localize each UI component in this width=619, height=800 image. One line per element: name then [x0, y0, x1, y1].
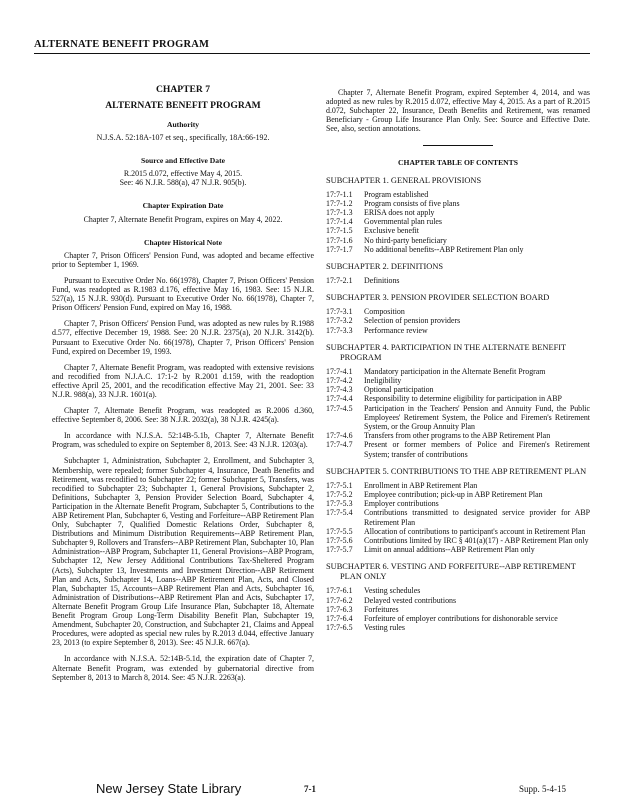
section-title: Exclusive benefit	[364, 226, 419, 236]
section-title: No additional benefits--ABP Retirement Plan only	[364, 244, 524, 254]
toc-entry	[326, 385, 590, 394]
section-divider	[423, 145, 493, 146]
toc-entry	[326, 605, 590, 614]
section-title: Forfeiture of employer contributions for dishonorable service	[364, 614, 558, 624]
section-title: No third-party beneficiary	[364, 235, 447, 245]
toc-entry	[326, 614, 590, 623]
toc-entry	[326, 545, 590, 554]
subchapter-heading: SUBCHAPTER 6. VESTING AND FORFEITURE--ABP RETIREMENT PLAN ONLY	[326, 562, 576, 582]
section-title: Program consists of five plans	[364, 198, 460, 208]
toc-entry	[326, 440, 590, 458]
toc-entry	[326, 499, 590, 508]
page-number: 7-1	[304, 784, 316, 794]
section-title: Contributions limited by IRC § 401(a)(17) - ABP Retirement Plan only	[364, 536, 589, 546]
section-number: 17:7-1.1	[326, 189, 353, 199]
section-title: Optional participation	[364, 385, 434, 395]
history-paragraph: Chapter 7, Alternate Benefit Program, was readopted as R.2006 d.360, effective September 8, 2006. See: 38 N.J.R. 2032(a), 38 N.J.R. 4245(a).	[52, 406, 314, 425]
toc-entry	[326, 236, 590, 245]
history-paragraph: Chapter 7, Alternate Benefit Program, was readopted with extensive revisions and recodified from N.J.A.C. 17:1-2 by R.2001 d.159, with the readoption effective April 25, 2001, and the recodification effective May 21, 2001. See: 33 N.J.R. 988(a), 33 N.J.R. 1601(a).	[52, 362, 314, 399]
section-title: Participation in the Teachers' Pension and Annuity Fund, the Public Employees' Retirement System, the Police and Firemen's Retirement System, or the Group Annuity Plan	[364, 403, 590, 432]
history-paragraph: In accordance with N.J.S.A. 52:14B-5.1d, the expiration date of Chapter 7, Alternate Benefit Program, was extended by gubernatorial directive from September 8, 2013 to March 8, 2014. See: 45 N.J.R. 2263(a).	[52, 654, 314, 682]
authority-text: N.J.S.A. 52:18A-107 et seq., specifically, 18A:66-192.	[96, 133, 270, 143]
toc-entry	[326, 326, 590, 335]
section-title: Vesting schedules	[364, 586, 421, 596]
source-line-2: See: 46 N.J.R. 588(a), 47 N.J.R. 905(b).	[119, 178, 247, 188]
section-number: 17:7-6.2	[326, 595, 353, 605]
section-title: Enrollment in ABP Retirement Plan	[364, 480, 478, 490]
section-title: Delayed vested contributions	[364, 595, 457, 605]
section-number: 17:7-4.5	[326, 403, 353, 413]
expiration-text: Chapter 7, Alternate Benefit Program, expires on May 4, 2022.	[83, 214, 283, 224]
section-title: Forfeitures	[364, 604, 399, 614]
toc-entry	[326, 367, 590, 376]
section-number: 17:7-6.3	[326, 604, 353, 614]
section-title: Present or former members of Police and Firemen's Retirement System; transfer of contributions	[364, 440, 590, 459]
right-column	[326, 84, 590, 632]
subchapter-heading: SUBCHAPTER 1. GENERAL PROVISIONS	[326, 175, 482, 185]
section-title: Allocation of contributions to participant's account in Retirement Plan	[364, 526, 586, 536]
history-paragraph: Chapter 7, Prison Officers' Pension Fund, was adopted as new rules by R.1988 d.577, effective December 19, 1988. See: 20 N.J.R. 2375(a), 20 N.J.R. 3142(b). Pursuant to Executive Order No. 66(1978), Chapter 7, Prison Officers' Pension Fund, expired on December 19, 1993.	[52, 319, 314, 356]
section-title: Responsibility to determine eligibility for participation in ABP	[364, 394, 562, 404]
toc-entry	[326, 226, 590, 235]
toc-entry	[326, 586, 590, 595]
section-number: 17:7-5.6	[326, 536, 353, 546]
header-rule	[34, 53, 590, 54]
section-number: 17:7-5.3	[326, 499, 353, 509]
authority-heading: Authority	[166, 120, 200, 129]
toc-entry	[326, 508, 590, 526]
left-column	[52, 84, 314, 689]
running-head: ALTERNATE BENEFIT PROGRAM	[34, 39, 210, 50]
section-number: 17:7-3.3	[326, 325, 353, 335]
section-number: 17:7-5.2	[326, 490, 353, 500]
section-number: 17:7-4.4	[326, 394, 353, 404]
section-number: 17:7-1.3	[326, 207, 353, 217]
section-title: Employer contributions	[364, 499, 439, 509]
history-paragraph: Subchapter 1, Administration, Subchapter 2, Enrollment, and Subchapter 3, Membership, were repealed; former Subchapter 4, Insurance, Death Benefits and Retirement, was recodified to Subchapter 22; former Subchapter 5, Transfers, was recodified to Subchapter 23; Subchapter 1, General Provisions, Subchapter 2, Definitions, Subchapter 3, Pension Provider Selection Board, Subchapter 4, Participation in the Alternate Benefit Program, Subchapter 5, Contributions to the ABP Retirement Plan, Subchapter 6, Vesting and Forfeiture--ABP Retirement Plan Only, Subchapter 7, Qualified Domestic Relations Order, Subchapter 8, Distributions and Minimum Distribution Requirements--ABP Retirement Plan, Subchapter 9, Rollovers and Transfers--ABP Retirement Plan, Subchapter 10, Plan Administration--ABP Program, Subchapter 11, General Provisions--ABP Program, Subchapter 12, New Jersey Additional Contributions Tax-Sheltered Program (Acts), Subchapter 13, Investments and Investment Direction--ABP Retirement Plan and Acts, Subchapter 14, Loans--ABP Retirement Plan, Acts, and Closed Plan, Subchapter 15, Accounts--ABP Retirement Plan and Acts, Subchapter 16, Administration of Distributions--ABP Retirement Plan and Acts, Subchapter 17, Alternate Benefit Program Group Life Insurance Plan, Subchapter 18, Alternate Benefit Program Group Long-Term Disability Benefit Plan, Subchapter 19, Amendment, Subchapter 20, Construction, and Subchapter 21, Claims and Appeal Procedures, were adopted as special new rules by R.2013 d.044, effective January 23, 2013 (to expire September 8, 2013). See: 45 N.J.R. 667(a).	[52, 456, 314, 648]
history-paragraph: Chapter 7, Prison Officers' Pension Fund, was adopted and became effective prior to September 1, 1969.	[52, 250, 314, 269]
section-title: Performance review	[364, 325, 428, 335]
section-title: Program established	[364, 189, 429, 199]
toc-title: CHAPTER TABLE OF CONTENTS	[398, 158, 518, 168]
section-number: 17:7-3.1	[326, 307, 353, 317]
section-number: 17:7-1.7	[326, 244, 353, 254]
subchapter-heading: SUBCHAPTER 5. CONTRIBUTIONS TO THE ABP RETIREMENT PLAN	[326, 466, 587, 476]
toc-entry	[326, 307, 590, 316]
chapter-title: ALTERNATE BENEFIT PROGRAM	[105, 100, 261, 111]
toc-entry	[326, 596, 590, 605]
history-heading: Chapter Historical Note	[144, 237, 222, 247]
section-title: Contributions transmitted to designated service provider for ABP Retirement Plan	[364, 508, 590, 527]
subchapter-heading: SUBCHAPTER 3. PENSION PROVIDER SELECTION BOARD	[326, 293, 550, 303]
toc-entry	[326, 394, 590, 403]
chapter-number: CHAPTER 7	[155, 84, 211, 95]
source-line-1: R.2015 d.072, effective May 4, 2015.	[123, 169, 243, 179]
section-number: 17:7-4.6	[326, 431, 353, 441]
historical-note	[52, 251, 314, 682]
section-title: Limit on annual additions--ABP Retirement Plan only	[364, 545, 535, 555]
toc-entry	[326, 316, 590, 325]
section-title: Selection of pension providers	[364, 316, 461, 326]
section-title: Composition	[364, 307, 405, 317]
section-number: 17:7-2.1	[326, 275, 353, 285]
section-title: Transfers from other programs to the ABP Retirement Plan	[364, 431, 551, 441]
section-number: 17:7-5.1	[326, 480, 353, 490]
section-title: Vesting rules	[364, 623, 405, 633]
section-number: 17:7-1.2	[326, 198, 353, 208]
toc-entry	[326, 404, 590, 432]
section-title: Mandatory participation in the Alternate Benefit Program	[364, 366, 546, 376]
toc-entry	[326, 199, 590, 208]
toc-entry	[326, 245, 590, 254]
subchapter-heading: SUBCHAPTER 2. DEFINITIONS	[326, 261, 444, 271]
section-number: 17:7-4.1	[326, 366, 353, 376]
section-number: 17:7-5.7	[326, 545, 353, 555]
toc-entry	[326, 481, 590, 490]
section-title: Employee contribution; pick-up in ABP Retirement Plan	[364, 490, 543, 500]
section-title: Governmental plan rules	[364, 217, 443, 227]
toc-entry	[326, 527, 590, 536]
section-number: 17:7-1.6	[326, 235, 353, 245]
section-number: 17:7-5.4	[326, 508, 353, 518]
section-number: 17:7-6.5	[326, 623, 353, 633]
footer-library-name: New Jersey State Library	[96, 781, 242, 796]
expiration-heading: Chapter Expiration Date	[142, 201, 224, 211]
history-paragraph: In accordance with N.J.S.A. 52:14B-5.1b, Chapter 7, Alternate Benefit Program, was scheduled to expire on September 8, 2013. See: 43 N.J.R. 1203(a).	[52, 431, 314, 450]
section-number: 17:7-4.7	[326, 440, 353, 450]
toc-entry	[326, 217, 590, 226]
toc-entry	[326, 190, 590, 199]
toc-entry	[326, 623, 590, 632]
section-number: 17:7-5.5	[326, 526, 353, 536]
supplement-date: Supp. 5-4-15	[519, 784, 566, 794]
table-of-contents	[326, 176, 590, 633]
history-paragraph: Pursuant to Executive Order No. 66(1978), Chapter 7, Prison Officers' Pension Fund, was readopted as R.1983 d.176, effective May 16, 1983. See: 15 N.J.R. 527(a), 15 N.J.R. 930(d). Pursuant to Executive Order No. 66(1978), Chapter 7, Prison Officers' Pension Fund, expired on May 16, 1988.	[52, 275, 314, 313]
section-number: 17:7-6.4	[326, 614, 353, 624]
section-number: 17:7-4.3	[326, 385, 353, 395]
section-number: 17:7-4.2	[326, 376, 353, 385]
section-number: 17:7-6.1	[326, 586, 353, 596]
section-number: 17:7-3.2	[326, 316, 353, 326]
section-title: Definitions	[364, 275, 400, 285]
toc-entry	[326, 376, 590, 385]
chapter-intro-note: Chapter 7, Alternate Benefit Program, expired September 4, 2014, and was adopted as new rules by R.2015 d.072, effective May 4, 2015. As a part of R.2015 d.072, Subchapter 22, Insurance, Death Benefits and Retirement, was renamed Beneficiary - Group Life Insurance Plan Only. See: Source and Effective Date. See, also, section annotations.	[326, 88, 590, 134]
toc-entry	[326, 208, 590, 217]
source-heading: Source and Effective Date	[140, 156, 225, 166]
toc-entry	[326, 276, 590, 285]
section-title: ERISA does not apply	[364, 207, 435, 217]
toc-entry	[326, 536, 590, 545]
section-number: 17:7-1.5	[326, 226, 353, 236]
toc-entry	[326, 431, 590, 440]
subchapter-heading: SUBCHAPTER 4. PARTICIPATION IN THE ALTERNATE BENEFIT PROGRAM	[326, 342, 566, 362]
section-number: 17:7-1.4	[326, 217, 353, 227]
section-title: Ineligibility	[364, 376, 402, 385]
toc-entry	[326, 490, 590, 499]
